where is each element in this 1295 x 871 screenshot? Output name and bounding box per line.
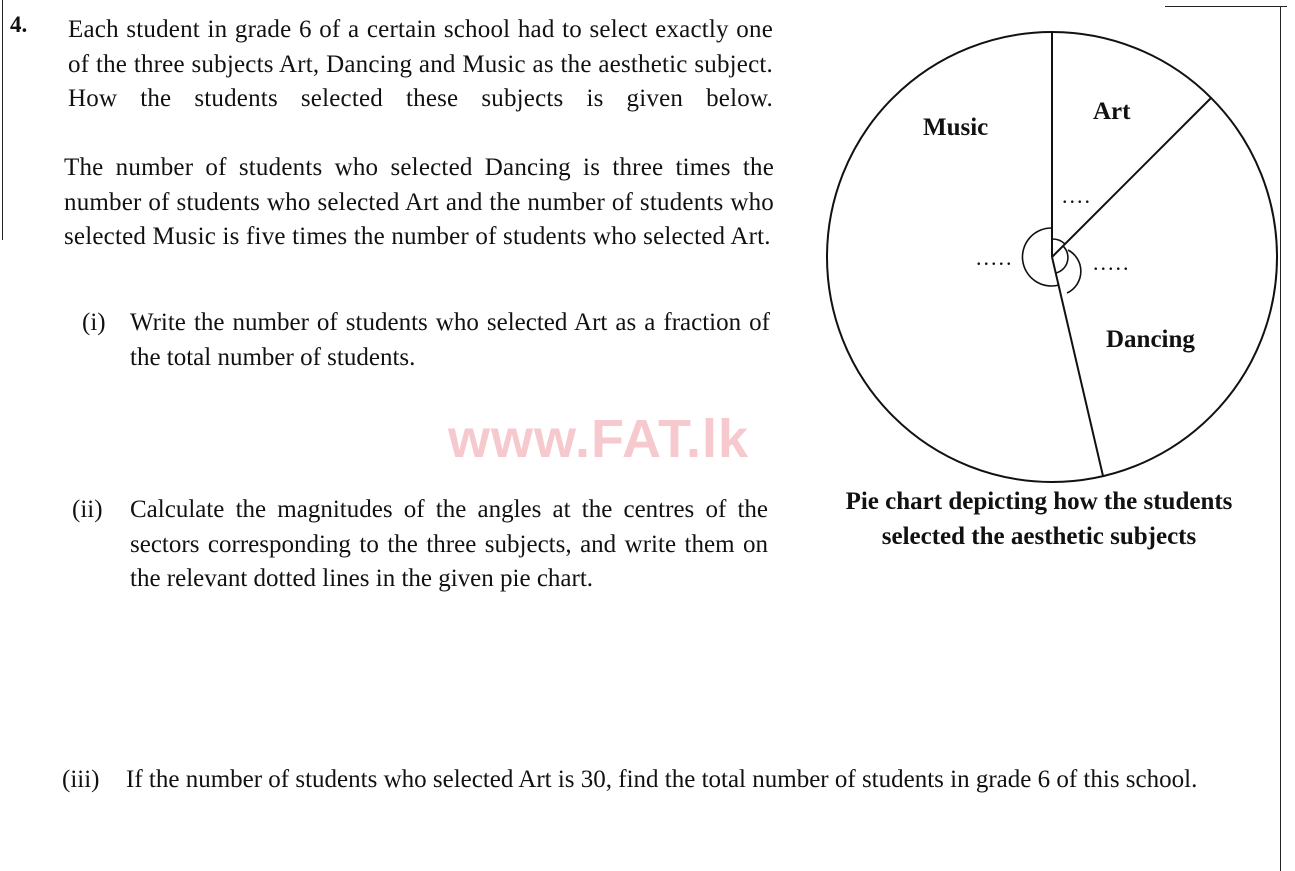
angle-blank-music: .....: [976, 245, 1014, 270]
pie-divider-art-dancing: [1052, 98, 1211, 257]
angle-arc-dancing-outer: [1067, 250, 1081, 293]
angle-blank-dancing: .....: [1093, 250, 1131, 275]
pie-label-music: Music: [923, 114, 989, 141]
part-i-label: (i): [82, 309, 106, 336]
angle-arc-art: [1052, 239, 1065, 244]
watermark: www.FAT.lk: [448, 409, 750, 469]
question-condition: The number of students who selected Dancing is three times the number of students who selected Art and the number of students who selected Music is five times the number of students who selected Art.: [64, 154, 774, 250]
part-ii-text: Calculate the magnitudes of the angles at the centres of the sectors corresponding to the three subjects, and write them on the relevant dotted lines in the given pie chart.: [130, 496, 768, 592]
pie-label-dancing: Dancing: [1106, 326, 1195, 353]
pie-divider-dancing-music: [1052, 257, 1103, 476]
pie-chart-caption: [800, 484, 1278, 554]
angle-arc-music: [1022, 228, 1059, 286]
angle-blank-art: ....: [1062, 183, 1092, 208]
question-number: 4.: [10, 12, 28, 37]
part-iii-label: (iii): [62, 766, 100, 793]
part-ii-label: (ii): [72, 496, 103, 523]
part-iii-text: If the number of students who selected Art is 30, find the total number of students in grade 6 of this school.: [126, 766, 1198, 793]
caption-line-1: Pie chart depicting how the students: [845, 488, 1233, 515]
pie-label-art: Art: [1093, 98, 1131, 125]
question-intro: Each student in grade 6 of a certain school had to select exactly one of the three subjects Art, Dancing and Music as the aesthetic subject. How the students selected these subjects is given below.: [68, 16, 773, 112]
caption-line-2: selected the aesthetic subjects: [881, 523, 1197, 550]
part-i-text: Write the number of students who selected Art as a fraction of the total number of students.: [130, 309, 770, 371]
